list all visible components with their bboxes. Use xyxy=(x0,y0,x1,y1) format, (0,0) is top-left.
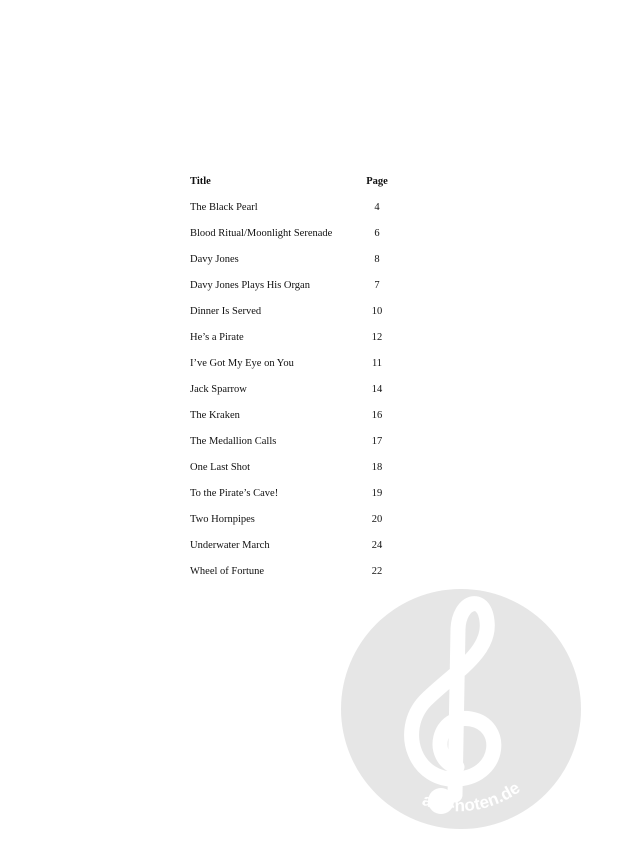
toc-entry-page: 20 xyxy=(371,513,383,525)
toc-entry-title: To the Pirate’s Cave! xyxy=(190,487,279,499)
toc-entry-title: The Medallion Calls xyxy=(190,435,277,447)
toc-entry-title: He’s a Pirate xyxy=(190,331,244,343)
watermark-text-path: alle-noten.de xyxy=(419,778,524,816)
toc-row xyxy=(190,459,400,475)
toc-entry-title: Wheel of Fortune xyxy=(190,565,265,577)
toc-entry-title: Dinner Is Served xyxy=(190,305,262,317)
toc-entry-page: 8 xyxy=(374,253,380,265)
toc-row xyxy=(190,199,400,215)
toc-entry-page: 4 xyxy=(374,201,380,213)
toc-entry-page: 7 xyxy=(374,279,380,291)
toc-row xyxy=(190,303,400,319)
toc-row xyxy=(190,407,400,423)
toc-row xyxy=(190,485,400,501)
toc-row xyxy=(190,277,400,293)
toc-header xyxy=(190,173,400,189)
toc-entry-page: 12 xyxy=(371,331,383,343)
toc-entry-title: One Last Shot xyxy=(190,461,251,473)
toc-entry-title: Jack Sparrow xyxy=(190,383,247,395)
toc-entry-title: Davy Jones Plays His Organ xyxy=(190,279,310,291)
toc-row xyxy=(190,329,400,345)
toc-entry-page: 24 xyxy=(371,539,383,551)
toc-row xyxy=(190,537,400,553)
toc-row xyxy=(190,563,400,579)
toc-entry-page: 18 xyxy=(371,461,383,473)
toc-entry-title: Blood Ritual/Moonlight Serenade xyxy=(190,227,333,239)
toc-row xyxy=(190,251,400,267)
toc-row xyxy=(190,381,400,397)
toc-entry-page: 10 xyxy=(371,305,383,317)
toc-row xyxy=(190,511,400,527)
toc-entry-page: 16 xyxy=(371,409,383,421)
toc-entry-page: 14 xyxy=(371,383,383,395)
toc-entry-page: 22 xyxy=(371,565,383,577)
column-header-title: Title xyxy=(190,175,211,187)
toc-row xyxy=(190,355,400,371)
toc-entry-title: The Black Pearl xyxy=(190,201,258,213)
toc-entry-page: 6 xyxy=(374,227,380,239)
toc-entry-title: Underwater March xyxy=(190,539,270,551)
column-header-page: Page xyxy=(366,175,388,187)
toc-entry-title: Davy Jones xyxy=(190,253,239,265)
toc-row xyxy=(190,225,400,241)
toc-entry-title: The Kraken xyxy=(190,409,240,421)
table-of-contents xyxy=(190,173,400,589)
toc-entry-page: 11 xyxy=(371,357,383,369)
toc-row xyxy=(190,433,400,449)
watermark-logo xyxy=(341,589,581,829)
toc-entry-title: Two Hornpipes xyxy=(190,513,255,525)
toc-entry-page: 19 xyxy=(371,487,383,499)
toc-entry-title: I’ve Got My Eye on You xyxy=(190,357,294,369)
toc-entry-page: 17 xyxy=(371,435,383,447)
